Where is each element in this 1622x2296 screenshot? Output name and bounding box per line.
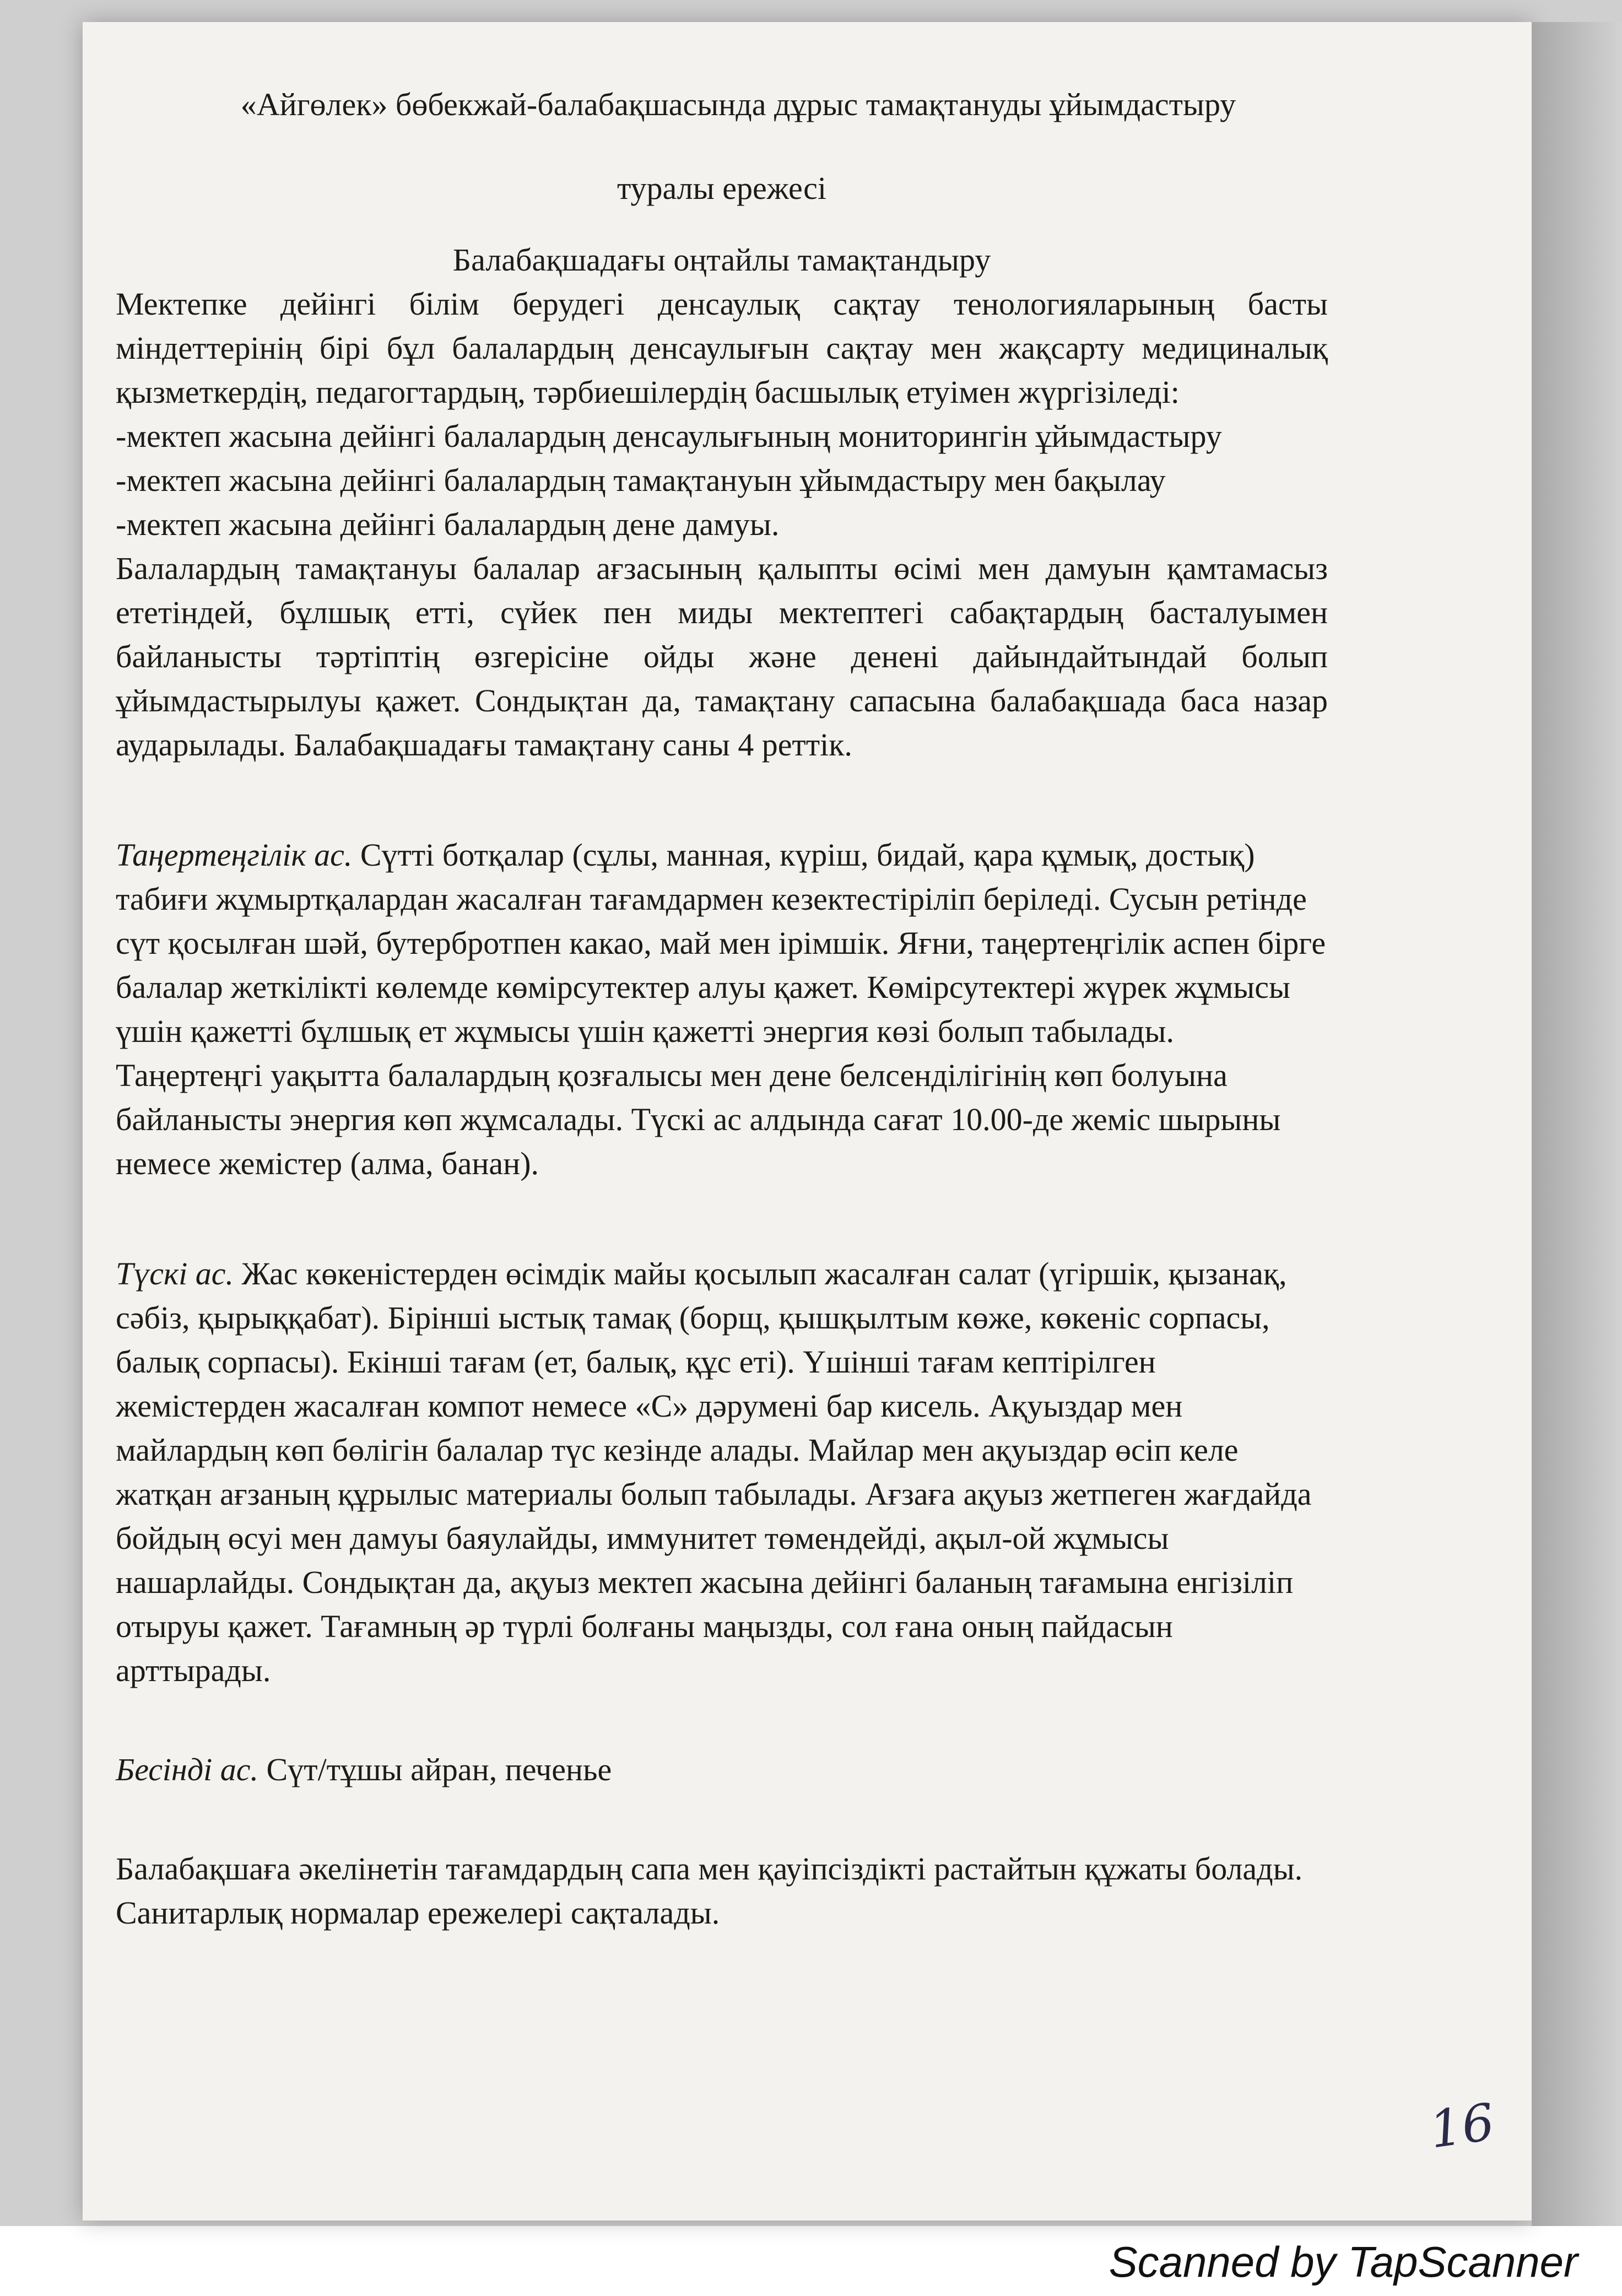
list-item: -мектеп жасына дейінгі балалардың денсаулығының мониторингін ұйымдастыру bbox=[116, 418, 1222, 454]
intro-paragraph: Мектепке дейінгі білім берудегі денсаулық сақтау тенологияларының басты міндеттерінің бірі бұл балалардың денсаулығын сақтау мен жақсарту медициналық қызметкердің, педагогтардың, тәрбиешілердің басшылық етуімен жүргізіледі: bbox=[116, 286, 1328, 410]
lunch-text: Жас көкеністерден өсімдік майы қосылып жасалған салат (үгіршік, қызанақ, сәбіз, қырыққабат). Бірінші ыстық тамақ (борщ, қышқылтым көже, көкеніс сорпасы, балық сорпасы). Екінші тағам (ет, балық, құс еті). Үшінші тағам кептірілген жемістерден жасалған компот немесе «С» дәрумені бар кисель. Ақуыздар мен майлардың көп бөлігін балалар түс кезінде алады. Майлар мен ақуыздар өсіп келе жатқан ағзаның құрылыс материалы болып табылады. Ағзаға ақуыз жетпеген жағдайда бойдың өсуі мен дамуы баяулайды, иммунитет төмендейді, ақыл-ой жұмысы нашарлайды. Сондықтан да, ақуыз мектеп жасына дейінгі баланың тағамына енгізіліп отыруы қажет. Тағамның әр түрлі болғаны маңызды, сол ғана оның пайдасын арттырады. bbox=[116, 1256, 1312, 1688]
page-edge-shadow bbox=[1532, 22, 1622, 2226]
intro-block bbox=[116, 282, 1328, 767]
handwritten-page-number: 16 bbox=[1426, 2092, 1498, 2160]
breakfast-text: Сүтті ботқалар (сұлы, манная, күріш, бидай, қара құмық, достық) табиғи жұмыртқалардан жасалған тағамдармен кезектестіріліп беріледі. Сусын ретінде сүт қосылған шәй, бутербротпен какао, май мен ірімшік. Яғни, таңертеңгілік аспен бірге балалар жеткілікті көлемде көмірсутектер алуы қажет. Көмірсутектері жүрек жұмысы үшін қажетті бұлшық ет жұмысы үшін қажетті энергия көзі болып табылады. Таңертеңгі уақытта балалардың қозғалысы мен дене белсенділігінің көп болуына байланысты энергия көп жұмсалады. Түскі ас алдында сағат 10.00-де жеміс шырыны немесе жемістер (алма, банан). bbox=[116, 837, 1326, 1181]
nutrition-paragraph: Балалардың тамақтануы балалар ағзасының қалыпты өсімі мен дамуын қамтамасыз ететіндей, бұлшық етті, сүйек пен миды мектептегі сабақтардың басталуымен байланысты тәртіптің өзгерісіне ойды және денені дайындайтындай болып ұйымдастырылуы қажет. Сондықтан да, тамақтану сапасына балабақшада баса назар аударылады. Балабақшадағы тамақтану саны 4 реттік. bbox=[116, 550, 1328, 763]
document-title: «Айгөлек» бөбекжай-балабақшасында дұрыс тамақтануды ұйымдастыру bbox=[240, 87, 1236, 122]
breakfast-paragraph bbox=[116, 833, 1328, 1186]
lunch-label: Түскі ас. bbox=[116, 1256, 234, 1292]
lunch-paragraph bbox=[116, 1252, 1328, 1693]
scanner-watermark: Scanned by TapScanner bbox=[1109, 2238, 1578, 2286]
snack-paragraph bbox=[116, 1748, 1328, 1792]
closing-paragraph: Балабақшаға әкелінетін тағамдардың сапа мен қауіпсіздікті растайтын құжаты болады. Санитарлық нормалар ережелері сақталады. bbox=[116, 1851, 1303, 1931]
document-body bbox=[116, 83, 1328, 1935]
document-subtitle: туралы ережесі bbox=[617, 170, 827, 206]
snack-text: Сүт/тұшы айран, печенье bbox=[258, 1752, 612, 1787]
list-item: -мектеп жасына дейінгі балалардың тамақтануын ұйымдастыру мен бақылау bbox=[116, 462, 1166, 498]
breakfast-label: Таңертеңгілік ас. bbox=[116, 837, 353, 873]
snack-label: Бесінді ас. bbox=[116, 1752, 259, 1787]
section-heading: Балабақшадағы оңтайлы тамақтандыру bbox=[452, 242, 991, 278]
list-item: -мектеп жасына дейінгі балалардың дене дамуы. bbox=[116, 506, 780, 542]
